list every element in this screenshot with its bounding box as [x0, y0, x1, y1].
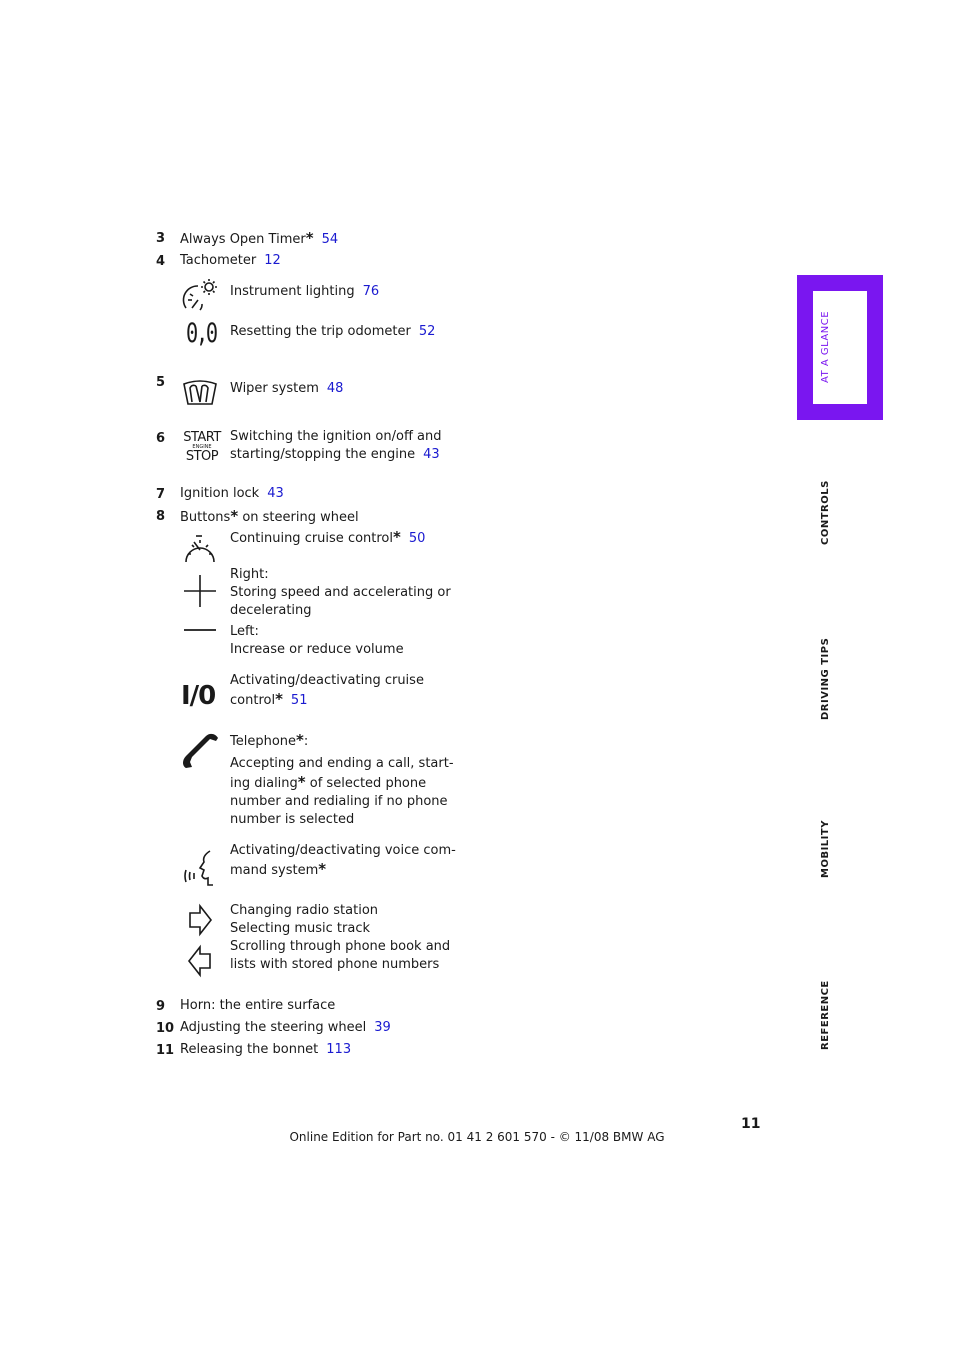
tab-at-a-glance[interactable] — [797, 275, 883, 420]
page-ref-link[interactable]: 54 — [321, 232, 339, 247]
page-ref-link[interactable]: 76 — [362, 284, 380, 299]
page-ref-link[interactable]: 39 — [374, 1020, 391, 1035]
cruise-on-off-icon: I/0 — [181, 681, 216, 711]
item-tachometer: Tachometer 12 — [180, 253, 281, 268]
item-number: 4 — [156, 254, 166, 269]
item-number: 9 — [156, 999, 166, 1014]
page-ref-link[interactable]: 43 — [267, 486, 284, 501]
page-ref-link[interactable]: 12 — [264, 253, 281, 268]
item-number: 10 — [156, 1021, 175, 1036]
item-number: 5 — [156, 375, 166, 390]
cruise-control-icon — [180, 534, 220, 566]
tab-controls[interactable]: CONTROLS — [820, 480, 831, 545]
item-right-storing-speed: Right: Storing speed and accelerating or decelerating — [230, 567, 451, 618]
page-ref-link[interactable]: 43 — [423, 447, 440, 462]
item-number: 3 — [156, 231, 166, 246]
arrow-right-icon — [180, 903, 220, 937]
trip-odometer-icon: 0,0 — [186, 318, 216, 349]
page-ref-link[interactable]: 113 — [326, 1042, 352, 1057]
item-adjusting-steering-wheel: Adjusting the steering wheel 39 — [180, 1020, 391, 1035]
minus-icon — [180, 624, 220, 636]
item-steering-buttons: Buttons* on steering wheel — [180, 507, 359, 525]
item-continuing-cruise: Continuing cruise control* 50 — [230, 528, 426, 546]
item-instrument-lighting: Instrument lighting 76 — [230, 284, 380, 299]
item-always-open-timer: Always Open Timer* 54 — [180, 229, 339, 247]
item-ignition-lock: Ignition lock 43 — [180, 486, 284, 501]
wiper-icon — [180, 376, 220, 406]
item-wiper-system: Wiper system 48 — [230, 381, 344, 396]
footer: Online Edition for Part no. 01 41 2 601 570 - © 11/08 BMW AG — [289, 1130, 665, 1144]
voice-command-icon — [180, 848, 220, 888]
tab-label: AT A GLANCE — [820, 310, 831, 383]
plus-icon — [180, 574, 220, 608]
item-resetting-trip-odometer: Resetting the trip odometer 52 — [230, 324, 436, 339]
tab-driving-tips[interactable]: DRIVING TIPS — [820, 637, 831, 720]
instrument-lighting-icon — [180, 278, 220, 314]
item-number: 6 — [156, 431, 166, 446]
page-ref-link[interactable]: 51 — [290, 693, 308, 708]
start-stop-icon: START ENGINE STOP — [183, 430, 221, 464]
item-number: 7 — [156, 487, 166, 502]
page-ref-link[interactable]: 52 — [418, 324, 436, 339]
item-number: 8 — [156, 509, 166, 524]
telephone-icon — [180, 732, 220, 770]
item-left-volume: Left: Increase or reduce volume — [230, 624, 404, 657]
item-ignition-start-stop: Switching the ignition on/off and starting/stopping the engine 43 — [230, 429, 442, 462]
item-voice-command: Activating/deactivating voice com- mand system* — [230, 843, 456, 878]
tab-reference[interactable]: REFERENCE — [820, 980, 831, 1050]
item-releasing-bonnet: Releasing the bonnet 113 — [180, 1042, 352, 1057]
item-radio-music: Changing radio station Selecting music track Scrolling through phone book and lists with stored phone numbers — [230, 903, 451, 972]
arrow-left-icon — [180, 944, 220, 978]
tab-mobility[interactable]: MOBILITY — [820, 820, 831, 878]
page-ref-link[interactable]: 50 — [408, 531, 426, 546]
item-activate-cruise: Activating/deactivating cruise control* 51 — [230, 673, 424, 708]
item-number: 11 — [156, 1043, 175, 1058]
page-ref-link[interactable]: 48 — [326, 381, 344, 396]
page-number: 11 — [741, 1116, 761, 1132]
item-telephone: Telephone*: Accepting and ending a call, start- ing dialing* of selected phone number and redialing if no phone number is selected — [230, 731, 454, 827]
item-horn: Horn: the entire surface — [180, 998, 336, 1013]
